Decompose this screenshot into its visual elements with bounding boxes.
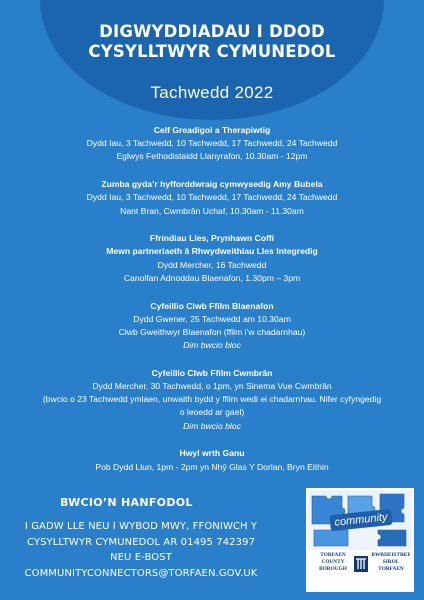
event-detail: o leoedd ar gael) (179, 407, 245, 418)
event-detail: Dydd Mercher, 30 Tachwedd, o 1pm, yn Sinema Vue Cwmbrân (92, 381, 332, 392)
council-name-welsh (370, 552, 412, 573)
event-title: Ffrindiau Lles, Prynhawn Coffi (149, 233, 275, 244)
council-logo (308, 552, 412, 590)
puzzle-word: community (333, 511, 389, 529)
council-cy-3: TORFAEN (378, 566, 404, 572)
event-detail: Dydd Iau, 3 Tachwedd, 10 Tachwedd, 17 Tachwedd, 24 Tachwedd (86, 138, 338, 149)
event-block (0, 367, 424, 433)
event-block (0, 178, 424, 218)
event-detail: Dydd Iau, 3 Tachwedd, 10 Tachwedd, 17 Tachwedd, 24 Tachwedd (86, 192, 338, 203)
event-title: Celf Greadigol a Therapiwtig (153, 125, 271, 135)
council-cy-1: BWRDEISTREF (371, 552, 411, 558)
booking-line-2: CYSYLLTWYR CYMUNEDOL AR 01495 742397 (26, 536, 256, 548)
event-detail: (bwcio o 23 Tachwedd ymlaen, unwaith bydd y ffilm wedi ei chadarnhau. Nifer cyfyngedig (42, 394, 382, 405)
title-line-2: CYSYLLTWYR CYMUNEDOL (88, 42, 336, 61)
logo-panel (306, 488, 414, 592)
booking-email: COMMUNITYCONNECTORS@TORFAEN.GOV.UK (24, 567, 258, 579)
event-detail: Clwb Gweithwyr Blaenafon (ffilm i’w chadarnhau) (118, 326, 306, 337)
page-title (0, 0, 424, 62)
booking-info (10, 519, 272, 581)
booking-heading: BWCIO’N HANFODOL (60, 496, 193, 509)
event-detail: Dim bwcio bloc (183, 420, 241, 431)
community-puzzle-image (308, 490, 412, 550)
event-block (0, 300, 424, 353)
event-detail: Dim bwcio bloc (183, 340, 241, 351)
event-block (0, 447, 424, 473)
event-block (0, 124, 424, 164)
council-mark-icon (354, 556, 368, 572)
council-en-2: COUNTY (321, 559, 345, 565)
title-line-1: DIGWYDDIADAU I DDOD (99, 22, 325, 41)
event-detail: Dydd Mercher, 16 Tachwedd (157, 259, 267, 270)
event-title: Zumba gyda’r hyfforddwraig cymwysedig Amy Bubela (101, 179, 323, 190)
council-cy-2: SIROL (382, 559, 400, 565)
header (0, 0, 424, 103)
event-detail: Canolfan Adnoddau Blaenafon, 1.30pm – 3pm (123, 272, 301, 283)
event-detail: Mewn partneriaeth â Rhwydweithiau Lles Integredig (106, 246, 318, 257)
event-detail: Dydd Gwener, 25 Tachwedd am 10.30am (133, 313, 291, 324)
month-subtitle: Tachwedd 2022 (150, 83, 274, 102)
council-en-1: TORFAEN (320, 552, 346, 558)
event-detail: Eglwys Fethodistaidd Llanyrafon, 10.30am - 12pm (116, 151, 308, 162)
events-list (0, 124, 424, 488)
event-title: Cyfeillio Clwb Ffilm Cwmbrân (151, 367, 273, 378)
event-title: Hwyl wrth Ganu (179, 448, 245, 459)
council-en-3: BOROUGH (319, 566, 347, 572)
event-detail: Pob Dydd Llun, 1pm - 2pm yn Nhŷ Glas Y Dorlan, Bryn Eithin (95, 461, 329, 472)
event-title: Cyfeillio Clwb Ffilm Blaenafon (150, 300, 274, 311)
booking-line-1: I GADW LLE NEU I WYBOD MWY, FFONIWCH Y (24, 521, 258, 532)
booking-line-3: NEU E-BOST (110, 552, 172, 563)
council-name-english (312, 552, 354, 573)
event-detail: Nant Bran, Cwmbrân Uchaf, 10.30am - 11.30am (120, 205, 304, 216)
event-block (0, 232, 424, 285)
